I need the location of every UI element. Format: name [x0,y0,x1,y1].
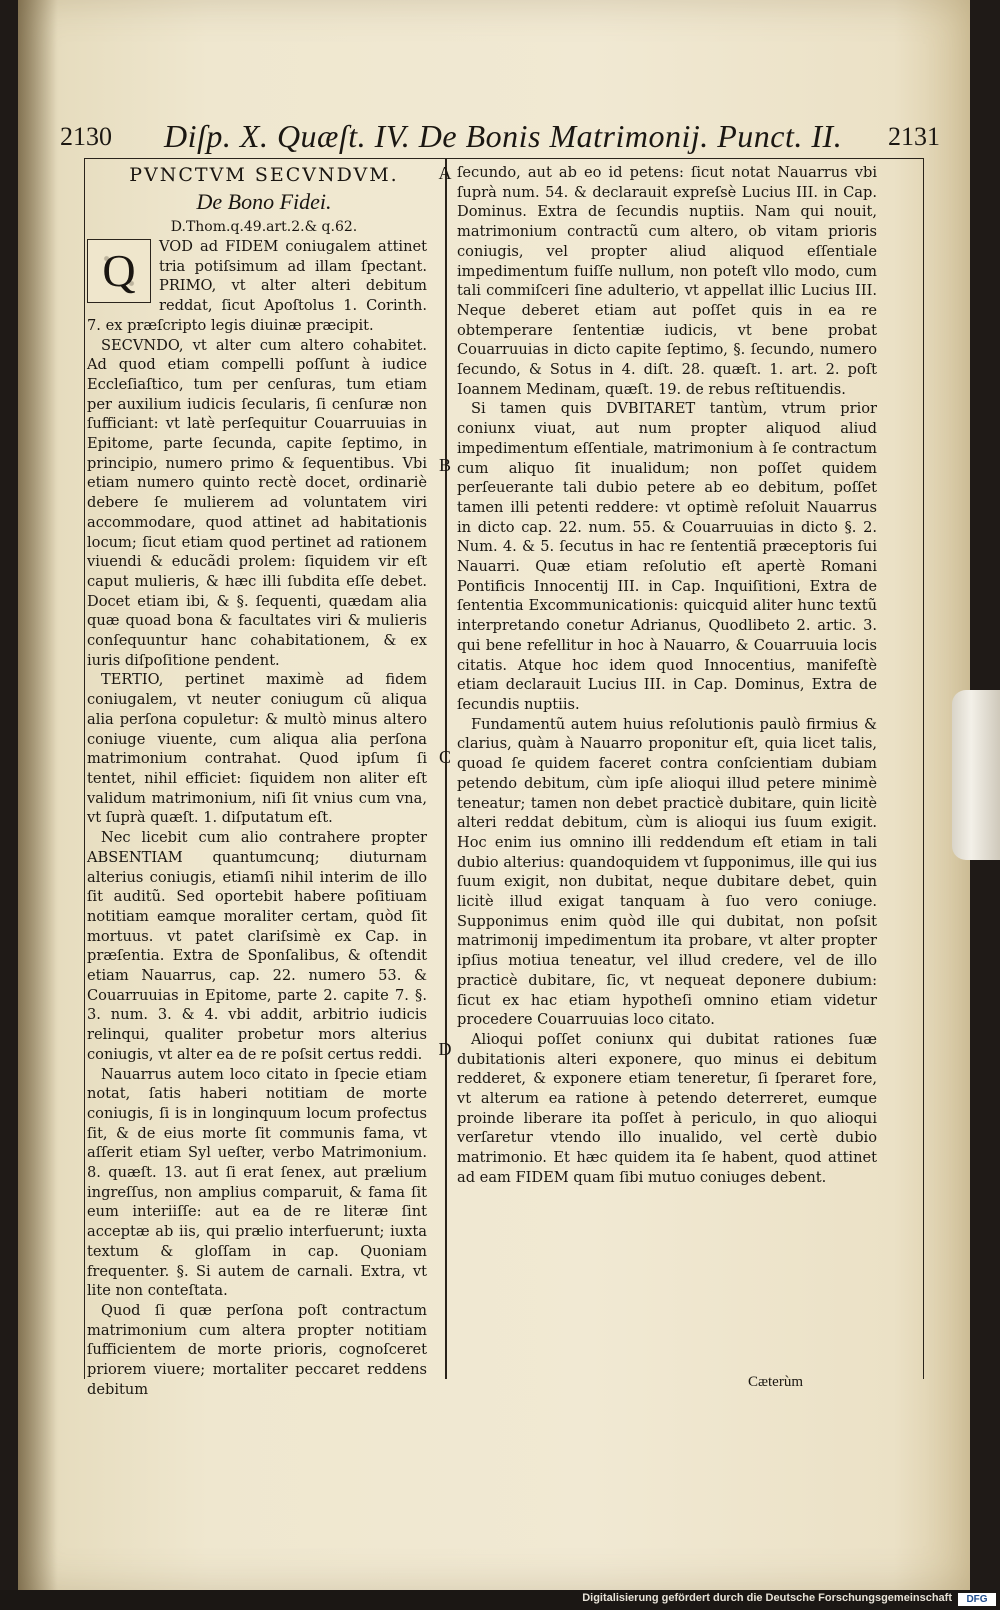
decorated-initial: Q [87,239,151,303]
paragraph: Si tamen quis DVBITARET tantùm, vtrum prior coniunx viuat, aut num propter aliquod aliud impedimentum eſſentiale, matrimonium à ſe contractum cum aliquo ſit inualidum; non poſſet quidem perſeuerante tali dubio petere ab eo debitum, poſſet tamen illi petenti reddere: vt optimè reſoluit Nauarrus in dicto cap. 22. num. 55. & Couarruuias in dicto §. 2. Num. 4. & 5. ſecutus in hac re ſententiã præceptoris ſui Nauarri. Quæ etiam reſolutio eſt apertè Romani Pontificis Innocentij III. in Cap. Inquiſitioni, Extra de ſententia Excommunicationis: quicquid aliter hunc textũ interpretando conetur Adrianus, Quodlibeto 2. artic. 3. qui bene refellitur in hoc à Nauarro, & Couarruuia locis citatis. Atque hoc idem quod Innocentius, manifeſtè etiam declarauit Lucius III. in Cap. Dominus, Extra de ſecundis nuptiis. [457,400,877,713]
section-heading: PVNCTVM SECVNDVM. [129,164,399,186]
page-tab-marker [952,690,1000,860]
running-title: Diſp. X. Quæſt. IV. De Bonis Matrimonij. Punct. II. [164,118,843,154]
column-divider [445,159,447,1379]
margin-letter-d: D [438,1039,452,1059]
right-column [457,163,877,1188]
book-page [18,0,970,1590]
section-subheading: De Bono Fidei. [196,189,332,214]
paragraph: VOD ad FIDEM coniugalem attinet tria potiſsimum ad illam ſpectant. PRIMO, vt alter alteri debitum reddat, ſicut Apoſtolus 1. Corinth. 7. ex præſcripto legis diuinæ præcipit. [87,238,427,334]
paragraph: SECVNDO, vt alter cum altero cohabitet. Ad quod etiam compelli poſſunt à iudice Eccleſiaſtico, tum per cenſuras, tum etiam per auxilium iudicis ſecularis, ſi cenſuræ non ſufficiant: vt latè perſequitur Couarruuias in Epitome, parte ſecunda, capite ſeptimo, in principio, numero primo & ſequentibus. Vbi etiam numero quinto rectè docet, ordinariè debere ſe mulierem ad voluntatem viri accommodare, quod attinet ad habitationis locum; ſicut etiam quod pertinet ad rationem viuendi & educãdi prolem: ſiquidem vir eſt caput mulieris, & hæc illi ſubdita eſſe debet. Docet etiam ibi, & §. ſequenti, quædam alia quæ quoad bona & facultates viri & mulieris conſequuntur hanc cohabitationem, & ex iuris diſpoſitione pendent. [87,336,427,669]
paragraph: TERTIO, pertinet maximè ad fidem coniugalem, vt neuter coniugum cũ aliqua alia perſona copuletur: & multò minus altero coniuge viuente, cum aliqua alia perſona matrimonium contrahat. Quod ipſum ſi tentet, nihil efficiet: ſiquidem non aliter eſt validum matrimonium, niſi ſit vnius cum vna, vt ſuprà quæſt. 1. diſputatum eſt. [87,671,427,827]
paragraph: Fundamentũ autem huius reſolutionis paulò firmius & clarius, quàm à Nauarro proponitur eſt, quia licet talis, quoad ſe quidem faceret contra conſcientiam dubiam petendo debitum, cùm ipſe alioqui illud petere minimè teneatur; tamen non debet practicè dubitare, quin licitè alteri reddat debitum, cùm is alioqui ius ſuum exigit. Hoc enim ius omnino illi reddendum eſt etiam in tali dubio alterius: quandoquidem vt ſupponimus, ille qui ius ſuum exigit, non dubitat, neque dubitare debet, quin licitè illud exigat tanquam à ſuo vero coniuge. Supponimus enim quòd ille qui dubitat, non poſsit matrimonij impedimentum ita probare, vt alter propter ipſius motiua teneatur, vel illud credere, vel de illo practicè dubitare, ſic, vt nequeat deponere dubium: ſicut ex hac etiam hypotheſi omnino etiam videtur procedere Couarruuias loco citato. [457,715,877,1029]
paragraph: Quod ſi quæ perſona poſt contractum matrimonium cum altera propter notitiam ſufficientem de morte prioris, cognoſceret priorem viuere; mortaliter peccaret reddens debitum [87,1301,427,1398]
dfg-logo: DFG [958,1593,996,1606]
reference-line: D.Thom.q.49.art.2.& q.62. [170,219,358,235]
running-header [60,116,940,160]
spine-shadow [18,0,58,1590]
catchword: Cæterùm [748,1374,803,1390]
page-number-right: 2131 [888,122,940,151]
paragraph: Alioqui poſſet coniunx qui dubitat rationes ſuæ dubitationis alteri exponere, quo minus ei debitum redderet, & exponere etiam teneretur, ſi ſperaret fore, vt alterum ea ratione à petendo deterreret, eumque proinde liberare ita poſſet à periculo, in quo alioqui verſaretur vtendo illo inualido, vel certè dubio matrimonio. Et hæc quidem ita ſe habent, quod attinet ad eam FIDEM quam ſibi mutuo coniuges debent. [457,1030,877,1186]
paragraph: Nec licebit cum alio contrahere propter ABSENTIAM quantumcunq; diuturnam alterius coniugis, etiamſi nihil interim de illo ſit auditũ. Sed oportebit habere poſitiuam notitiam eamque moraliter certam, quòd ſit mortuus. vt patet clariſsimè ex Cap. in præſentia. Extra de Sponſalibus, & oſtendit etiam Nauarrus, cap. 22. numero 53. & Couarruuias in Epitome, parte 2. capite 7. §. 3. num. 3. & 4. vbi addit, arbitrio iudicis relinqui, qualiter probetur mors alterius coniugis, vt alter ea de re poſsit certus reddi. [87,829,427,1063]
paragraph: Nauarrus autem loco citato in ſpecie etiam notat, ſatis haberi notitiam de morte coniugis, ſi is in longinquum locum profectus ſit, & de eius morte ſit communis fama, vt aſſerit etiam Syl ueſter, verbo Matrimonium. 8. quæſt. 13. aut ſi erat ſenex, aut prælium ingreſſus, non amplius comparuit, & fama ſit eum interiiſſe: aut ea de re literæ ſint acceptæ ab iis, qui prælio interfuerunt; iuxta textum & gloſſam in cap. Quoniam frequenter. §. Si autem de carnali. Extra, vt lite non conteſtata. [87,1065,427,1300]
footer-credit: Digitalisierung gefördert durch die Deutsche Forschungsgemeinschaft [582,1592,952,1604]
left-column [87,163,427,1399]
paragraph: ſecundo, aut ab eo id petens: ſicut notat Nauarrus vbi ſuprà num. 54. & declarauit expreſsè Lucius III. in Cap. Dominus. Extra de ſecundis nuptiis. Nam qui nouit, matrimonium contractũ cum altero, ob vitam prioris coniugis, vel propter aliud aliquod eſſentiale impedimentum fuiſſe nullum, non poteſt vllo modo, cum tali commiſceri ſine adulterio, vt appellat illic Lucius III. Neque deberet etiam aut poſſet quis in ea re obtemperare ſententiæ iudicis, vt bene probat Couarruuias in dicto capite ſeptimo, §. ſecundo, numero ſecundo, & Sotus in 4. diſt. 28. quæſt. 1. art. 2. poſt Ioannem Medinam, quæſt. 19. de rebus reſtituendis. [457,164,877,398]
footer-bar [0,1590,1000,1610]
margin-letter-c: C [438,747,451,767]
margin-letter-a: A [438,163,452,183]
page-number-left: 2130 [60,122,112,151]
margin-letter-b: B [438,455,451,475]
